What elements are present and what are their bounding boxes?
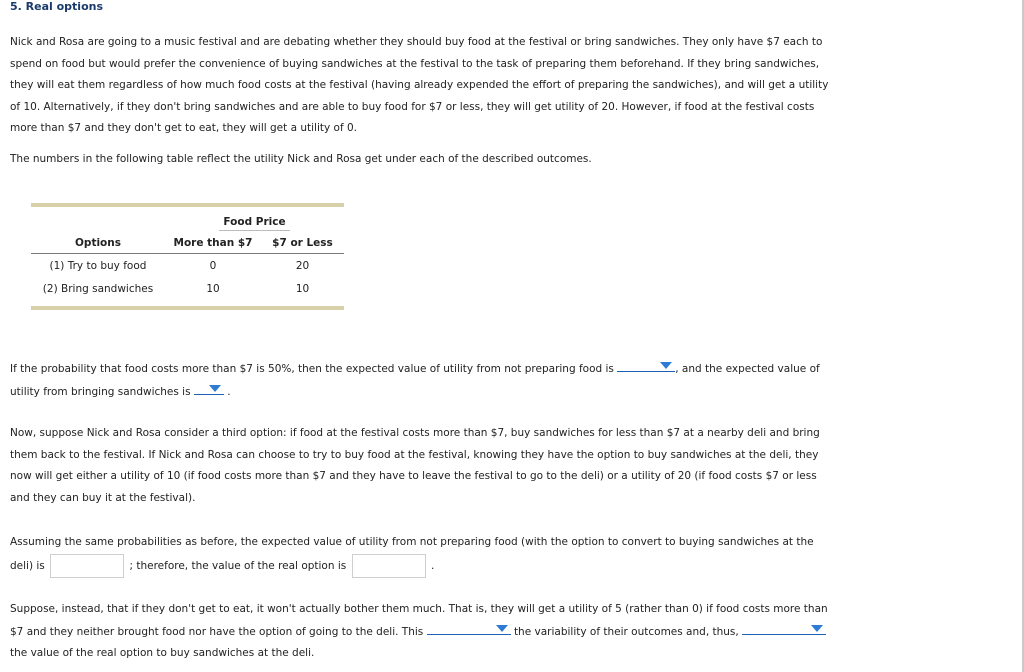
q1-text-2: , and the expected value of utility from bringing sandwiches is: [10, 363, 820, 398]
utility-cell: 10: [295, 282, 310, 295]
question-heading: 5. Real options: [10, 0, 104, 13]
ev-with-option-input[interactable]: [50, 554, 124, 578]
real-option-value-input[interactable]: [352, 554, 426, 578]
table-row: [31, 277, 344, 306]
intro-paragraph: Nick and Rosa are going to a music festival and are debating whether they should buy food at the festival or bring sandwiches. They only have $7 each to spend on food but would prefer the convenience of buying sandwiches at the festival to the task of preparing them beforehand. If they bring sandwiches, they will eat them regardless of how much food costs at the festival (having already expended the effort of preparing the sandwiches), and will get a utility of 10. Alternatively, if they don't bring sandwiches and are able to buy food for $7 or less, they will get utility of 20. However, if food at the festival costs more than $7 and they don't get to eat, they will get a utility of 0.: [10, 36, 829, 134]
option-label: (2) Bring sandwiches: [42, 282, 154, 295]
utility-table: [31, 203, 344, 310]
7-or-less-column-header: $7 or Less: [261, 233, 344, 254]
utility-cell: 0: [209, 259, 217, 272]
dropdown-arrow-icon: [496, 625, 508, 632]
option-label: (1) Try to buy food: [49, 259, 147, 272]
food-price-group-header: Food Price: [219, 216, 289, 231]
ev-not-preparing-dropdown[interactable]: [617, 358, 675, 372]
q2-text-3: .: [430, 560, 435, 572]
real-option-effect-dropdown[interactable]: [742, 621, 826, 635]
q1-text-3: .: [227, 385, 231, 398]
utility-cell: 10: [206, 282, 220, 295]
dropdown-arrow-icon: [811, 625, 823, 632]
q3-text-3: the value of the real option to buy sandwiches at the deli.: [10, 647, 315, 659]
utility-cell: 20: [295, 259, 310, 272]
q1-paragraph: [10, 358, 830, 403]
table-bottom-bar: [31, 306, 344, 310]
dropdown-arrow-icon: [209, 385, 221, 392]
table-row: [31, 254, 344, 278]
more-than-7-column-header: More than $7: [165, 233, 261, 254]
q1-text-1: If the probability that food costs more than $7 is 50%, then the expected value of utility from not preparing food is: [10, 363, 614, 375]
q3-text-1: Suppose, instead, that if they don't get to eat, it won't actually bother them much. That is, they will get a utility of 5 (rather than 0) if food costs more than $7 and they neither brought food nor have the option of going to the deli. This: [10, 603, 828, 638]
q2-text-1: Assuming the same probabilities as before, the expected value of utility from not preparing food (with the option to convert to buying sandwiches at the deli) is: [10, 536, 814, 572]
q3-paragraph: [10, 599, 830, 665]
q2-text-2: ; therefore, the value of the real option is: [129, 560, 347, 572]
variability-dropdown[interactable]: [427, 621, 511, 635]
q2-paragraph: [10, 530, 830, 578]
ev-bringing-sandwiches-dropdown[interactable]: [194, 381, 224, 395]
scenario2-paragraph: Now, suppose Nick and Rosa consider a third option: if food at the festival costs more than $7, buy sandwiches for less than $7 at a nearby deli and bring them back to the festival. If Nick and Rosa can choose to try to buy food at the festival, knowing they have the option to buy sandwiches at the deli, they now will get either a utility of 10 (if food costs more than $7 and they have to leave the festival to go to the deli) or a utility of 20 (if food costs $7 or less and they can buy it at the festival).: [10, 427, 820, 504]
dropdown-arrow-icon: [660, 362, 672, 369]
table-intro-text: The numbers in the following table reflect the utility Nick and Rosa get under each of the described outcomes.: [10, 153, 592, 165]
options-column-header: Options: [31, 233, 165, 254]
q3-text-2: the variability of their outcomes and, thus,: [513, 625, 739, 638]
